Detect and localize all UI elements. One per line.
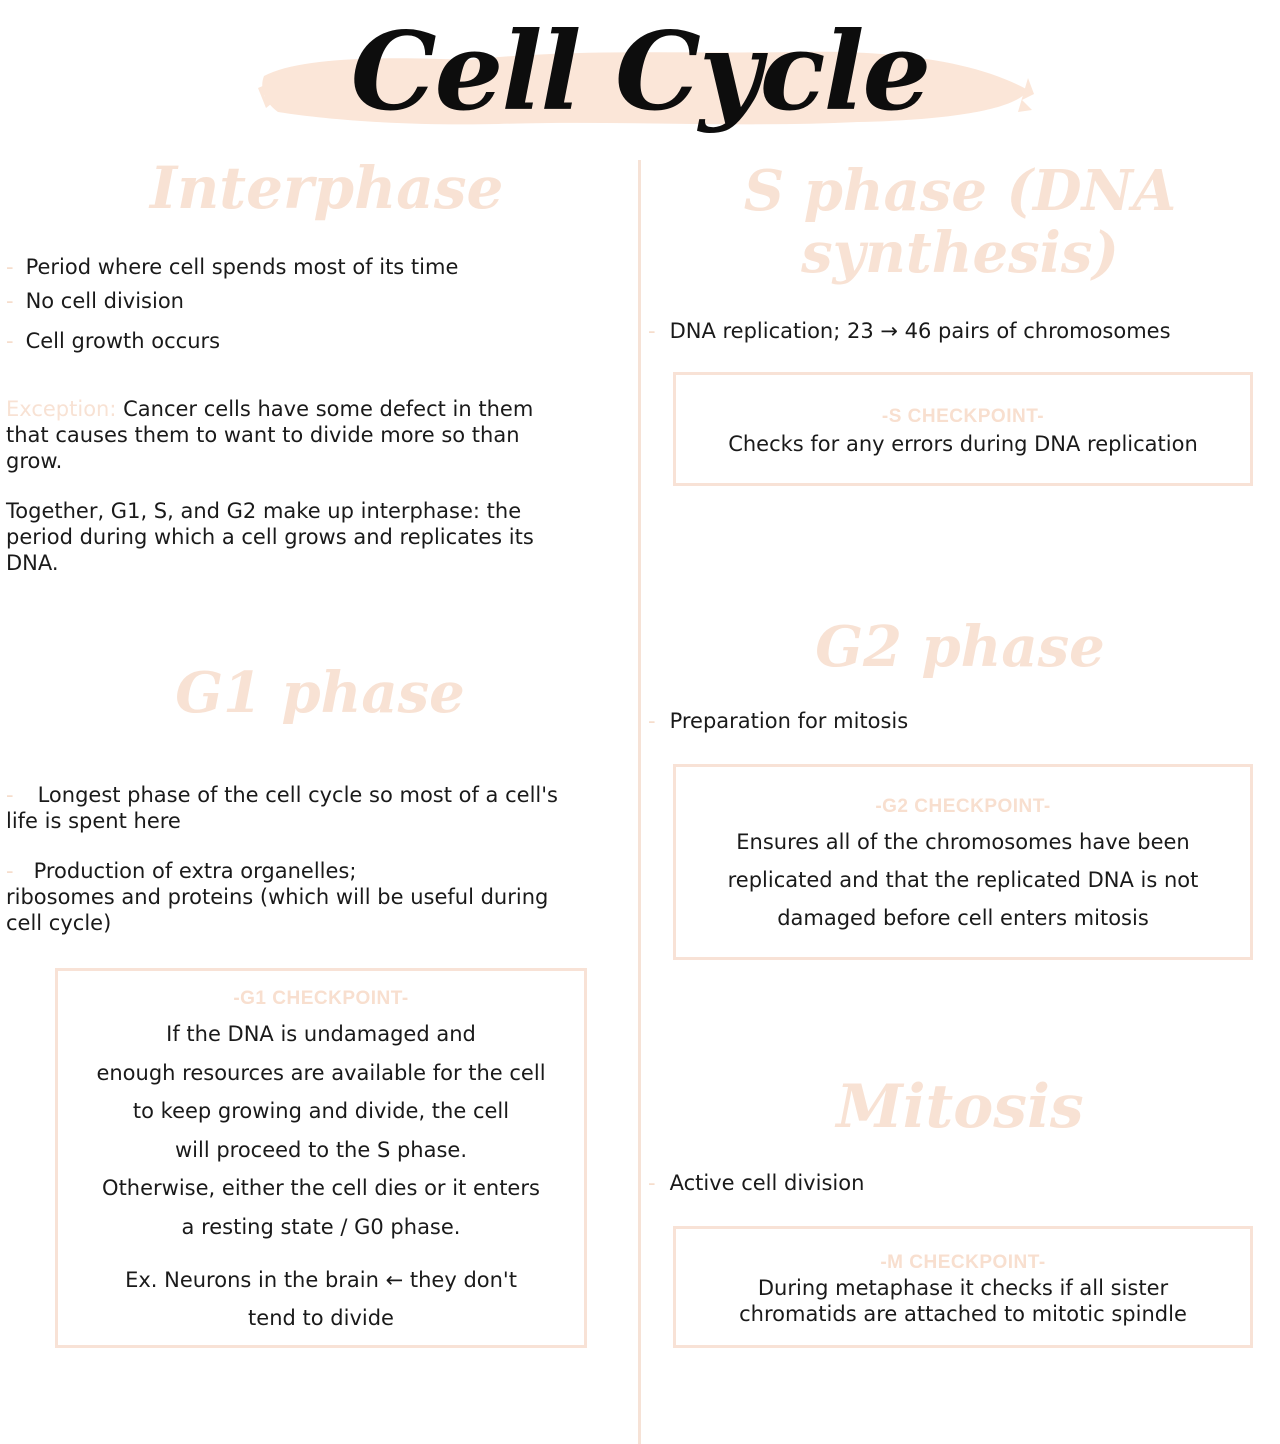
interphase-bullet: [6, 328, 220, 354]
exception-label: Exception:: [6, 397, 117, 421]
bullet-dash: -: [6, 289, 14, 313]
bullet-dash: -: [6, 783, 14, 807]
m-checkpoint-box: [673, 1226, 1253, 1348]
bullet-dash: -: [648, 319, 656, 343]
summary-line: period during which a cell grows and replicates its: [6, 525, 534, 549]
bullet-dash: -: [6, 255, 14, 279]
mitosis-bullet: [648, 1170, 864, 1196]
interphase-summary: [6, 498, 636, 576]
bullet-text: Active cell division: [669, 1171, 865, 1195]
bullet-dash: -: [648, 709, 656, 733]
checkpoint-line: During metaphase it checks if all sister: [757, 1276, 1169, 1300]
checkpoint-line: Ensures all of the chromosomes have been: [736, 830, 1190, 854]
checkpoint-line: chromatids are attached to mitotic spindle: [739, 1302, 1187, 1326]
g2-checkpoint-text: [676, 823, 1250, 937]
bullet-text: Longest phase of the cell cycle so most of a cell's: [37, 783, 558, 807]
bullet-text: Cell growth occurs: [25, 329, 221, 353]
bullet-text: DNA replication; 23 → 46 pairs of chromosomes: [669, 319, 1171, 343]
bullet-text: cell cycle): [6, 911, 112, 935]
exception-paragraph: [6, 396, 636, 474]
checkpoint-line: will proceed to the S phase.: [174, 1137, 468, 1162]
g1-heading: G1 phase: [175, 660, 465, 726]
g1-checkpoint-text: [58, 1015, 584, 1247]
checkpoint-line: enough resources are available for the cell: [96, 1060, 546, 1085]
s-phase-heading: [740, 160, 1180, 284]
checkpoint-line: replicated and that the replicated DNA is not: [727, 868, 1199, 892]
m-checkpoint-text: [676, 1275, 1250, 1327]
column-divider: [638, 160, 641, 1444]
bullet-dash: -: [6, 859, 14, 883]
bullet-text: Period where cell spends most of its time: [25, 255, 459, 279]
g1-bullet: [6, 858, 636, 936]
checkpoint-line: If the DNA is undamaged and: [166, 1022, 476, 1046]
bullet-text: ribosomes and proteins (which will be useful during: [6, 885, 549, 909]
s-checkpoint-text: Checks for any errors during DNA replication: [728, 432, 1198, 456]
exception-text: grow.: [6, 449, 63, 473]
g1-checkpoint-box: [55, 968, 587, 1348]
summary-line: DNA.: [6, 551, 59, 575]
g2-checkpoint-box: [673, 764, 1253, 960]
bullet-text: Production of extra organelles;: [33, 859, 357, 883]
exception-text: that causes them to want to divide more so than: [6, 423, 520, 447]
s-checkpoint-label: -S CHECKPOINT-: [881, 406, 1045, 427]
mitosis-heading: Mitosis: [836, 1072, 1084, 1142]
m-checkpoint-label: -M CHECKPOINT-: [880, 1252, 1046, 1273]
checkpoint-line: a resting state / G0 phase.: [181, 1214, 461, 1239]
example-line: Ex. Neurons in the brain ← they don't: [125, 1267, 517, 1292]
g1-checkpoint-example: [58, 1261, 584, 1337]
bullet-dash: -: [6, 329, 14, 353]
g1-bullet: [6, 782, 636, 834]
s-phase-heading-line: S phase (DNA: [743, 158, 1177, 224]
checkpoint-line: damaged before cell enters mitosis: [777, 906, 1149, 930]
bullet-text: Preparation for mitosis: [669, 709, 909, 733]
g2-bullet: [648, 708, 908, 734]
page-title: Cell Cycle: [350, 9, 930, 135]
g1-checkpoint-label: -G1 CHECKPOINT-: [233, 988, 409, 1009]
s-phase-heading-line: synthesis): [801, 220, 1119, 286]
interphase-heading: Interphase: [150, 154, 504, 222]
bullet-text: No cell division: [25, 289, 184, 313]
summary-line: Together, G1, S, and G2 make up interphase: the: [6, 499, 522, 523]
s-phase-bullet: [648, 318, 1171, 344]
interphase-bullet: [6, 288, 184, 314]
example-line: tend to divide: [248, 1305, 394, 1330]
g2-checkpoint-label: -G2 CHECKPOINT-: [875, 796, 1051, 817]
exception-text: Cancer cells have some defect in them: [123, 397, 534, 421]
checkpoint-line: to keep growing and divide, the cell: [132, 1099, 510, 1124]
g2-heading: G2 phase: [815, 614, 1105, 680]
bullet-dash: -: [648, 1171, 656, 1195]
bullet-text: life is spent here: [6, 809, 181, 833]
s-checkpoint-box: [673, 372, 1253, 486]
checkpoint-line: Otherwise, either the cell dies or it enters: [102, 1176, 540, 1201]
interphase-bullet: [6, 254, 458, 280]
